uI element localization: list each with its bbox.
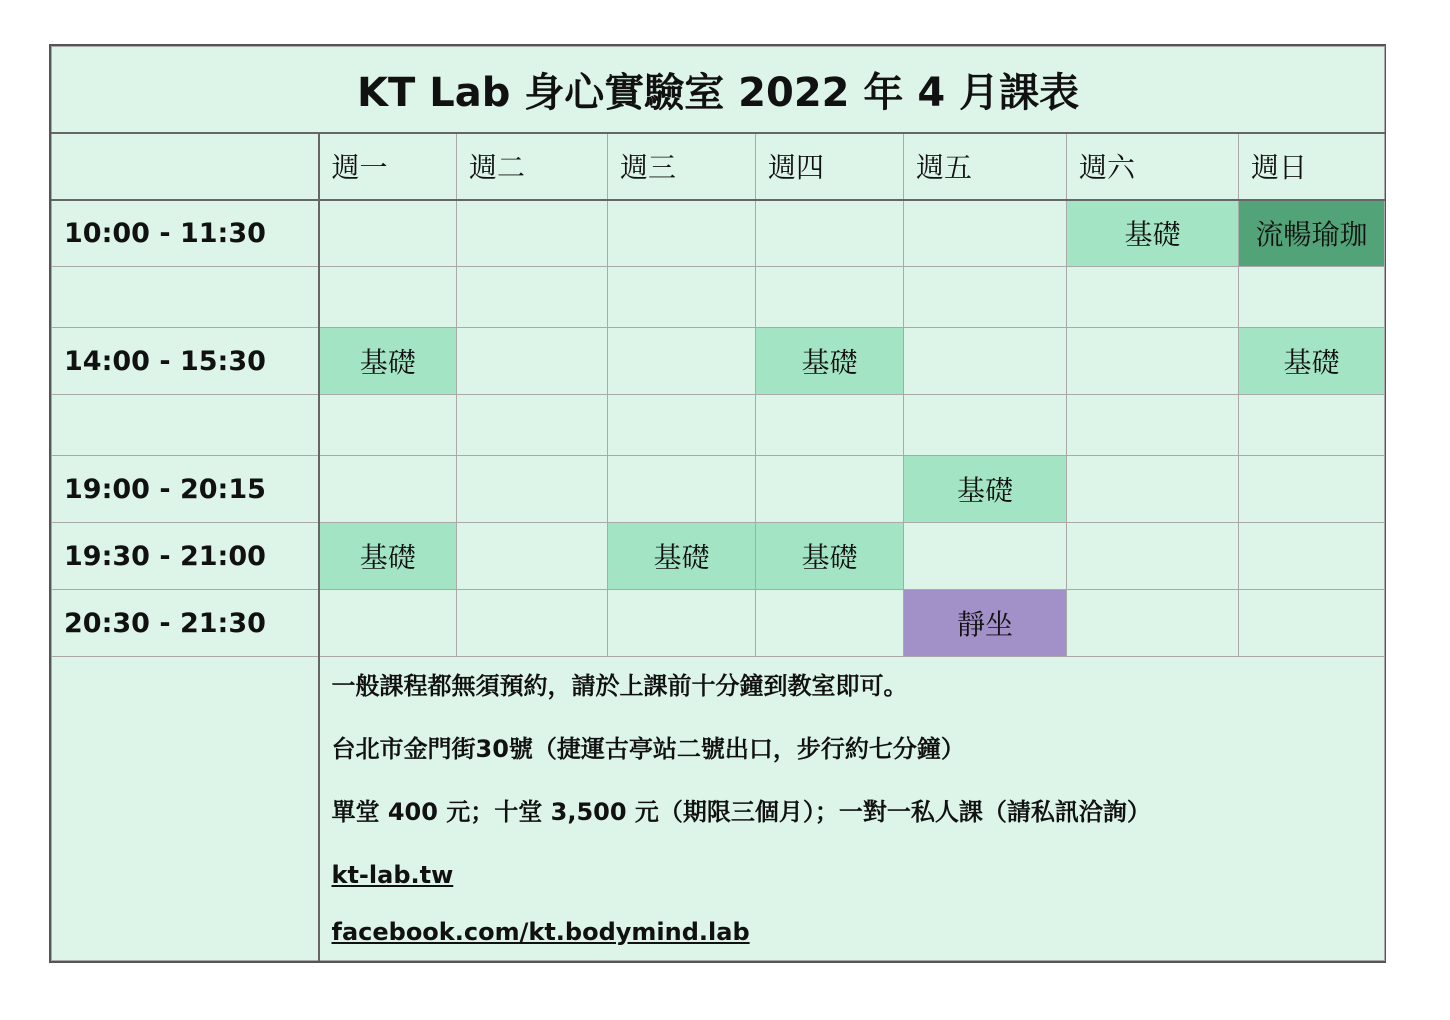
schedule-row xyxy=(52,590,1385,657)
schedule-row xyxy=(52,267,1385,328)
empty-cell xyxy=(904,267,1067,328)
schedule-row xyxy=(52,200,1385,267)
empty-cell xyxy=(1067,328,1239,395)
empty-cell xyxy=(608,395,756,456)
note-pricing: 單堂 400 元；十堂 3,500 元（期限三個月）；一對一私人課（請私訊洽詢） xyxy=(331,798,1151,826)
time-slot: 10:00 - 11:30 xyxy=(52,200,319,267)
notes-cell xyxy=(319,657,1385,961)
day-header: 週日 xyxy=(1239,133,1385,200)
empty-cell xyxy=(457,200,608,267)
day-header-row xyxy=(52,133,1385,200)
class-cell: 基礎 xyxy=(319,328,457,395)
day-header: 週二 xyxy=(457,133,608,200)
class-cell: 基礎 xyxy=(756,523,904,590)
empty-cell xyxy=(756,395,904,456)
empty-cell xyxy=(1067,590,1239,657)
empty-cell xyxy=(608,456,756,523)
class-cell: 流暢瑜珈 xyxy=(1239,200,1385,267)
empty-cell xyxy=(319,267,457,328)
empty-cell xyxy=(1239,523,1385,590)
empty-cell xyxy=(756,267,904,328)
day-header: 週三 xyxy=(608,133,756,200)
empty-cell xyxy=(319,456,457,523)
note-booking: 一般課程都無須預約，請於上課前十分鐘到教室即可。 xyxy=(331,672,908,700)
empty-cell xyxy=(1239,456,1385,523)
empty-cell xyxy=(904,395,1067,456)
website-link[interactable]: kt-lab.tw xyxy=(331,861,454,889)
empty-cell xyxy=(756,456,904,523)
empty-cell xyxy=(457,456,608,523)
empty-cell xyxy=(608,590,756,657)
schedule-row xyxy=(52,456,1385,523)
notes-spacer xyxy=(52,657,319,961)
empty-cell xyxy=(1067,523,1239,590)
empty-cell xyxy=(1067,456,1239,523)
class-cell: 基礎 xyxy=(904,456,1067,523)
empty-cell xyxy=(457,523,608,590)
schedule-row xyxy=(52,328,1385,395)
empty-cell xyxy=(756,200,904,267)
empty-cell xyxy=(608,328,756,395)
note-address: 台北市金門街30號（捷運古亭站二號出口，步行約七分鐘） xyxy=(331,735,965,763)
class-cell: 靜坐 xyxy=(904,590,1067,657)
empty-cell xyxy=(1067,395,1239,456)
time-slot: 19:00 - 20:15 xyxy=(52,456,319,523)
day-header: 週一 xyxy=(319,133,457,200)
empty-cell xyxy=(608,200,756,267)
schedule-sheet xyxy=(49,44,1386,963)
empty-cell xyxy=(457,590,608,657)
class-cell: 基礎 xyxy=(1067,200,1239,267)
page-title: KT Lab 身心實驗室 2022 年 4 月課表 xyxy=(52,47,1385,133)
empty-cell xyxy=(319,590,457,657)
empty-cell xyxy=(319,395,457,456)
time-slot: 20:30 - 21:30 xyxy=(52,590,319,657)
empty-cell xyxy=(756,590,904,657)
schedule-table xyxy=(51,46,1385,961)
time-slot: 19:30 - 21:00 xyxy=(52,523,319,590)
class-cell: 基礎 xyxy=(608,523,756,590)
empty-cell xyxy=(457,328,608,395)
schedule-row xyxy=(52,523,1385,590)
class-cell: 基礎 xyxy=(756,328,904,395)
schedule-row xyxy=(52,395,1385,456)
time-slot: 14:00 - 15:30 xyxy=(52,328,319,395)
empty-cell xyxy=(319,200,457,267)
empty-cell xyxy=(1239,590,1385,657)
time-slot xyxy=(52,395,319,456)
empty-cell xyxy=(904,328,1067,395)
empty-cell xyxy=(1239,267,1385,328)
empty-cell xyxy=(904,200,1067,267)
empty-cell xyxy=(608,267,756,328)
time-slot xyxy=(52,267,319,328)
day-header: 週四 xyxy=(756,133,904,200)
empty-cell xyxy=(1239,395,1385,456)
class-cell: 基礎 xyxy=(1239,328,1385,395)
empty-cell xyxy=(457,267,608,328)
empty-cell xyxy=(904,523,1067,590)
corner-cell xyxy=(52,133,319,200)
class-cell: 基礎 xyxy=(319,523,457,590)
empty-cell xyxy=(457,395,608,456)
empty-cell xyxy=(1067,267,1239,328)
facebook-link[interactable]: facebook.com/kt.bodymind.lab xyxy=(331,918,750,946)
notes-row xyxy=(52,657,1385,961)
day-header: 週五 xyxy=(904,133,1067,200)
day-header: 週六 xyxy=(1067,133,1239,200)
